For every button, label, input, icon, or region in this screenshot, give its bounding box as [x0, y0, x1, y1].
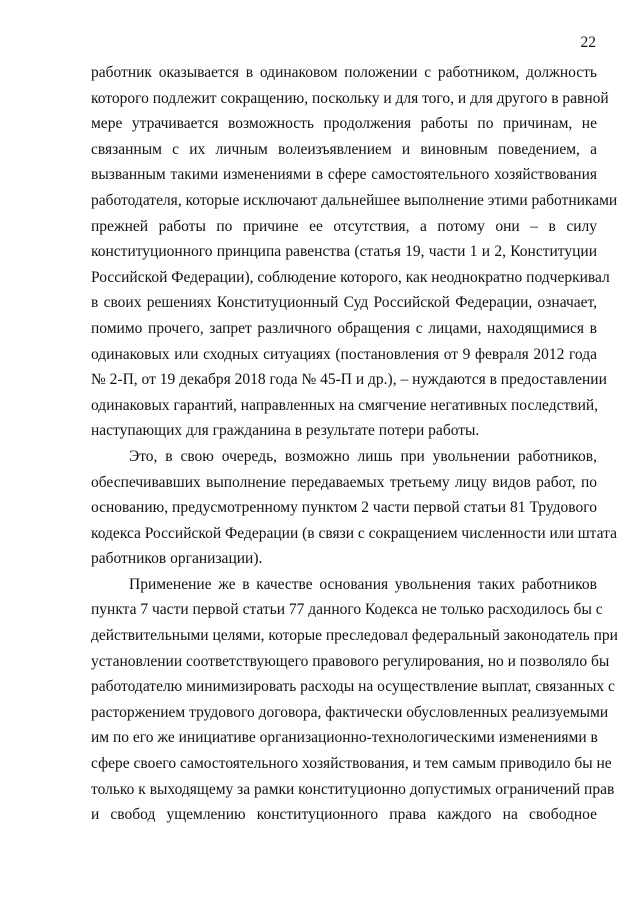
text-line: и свобод ущемлению конституционного права каждого на свободное — [91, 806, 597, 824]
text-line: Применение же в качестве основания увольнения таких работников — [129, 575, 597, 593]
text-line: работодателя, которые исключают дальнейшее выполнение этими работниками — [91, 191, 618, 209]
text-line: наступающих для гражданина в результате потери работы. — [91, 422, 480, 440]
text-line: работников организации). — [91, 550, 263, 568]
text-line: связанным с их личным волеизъявлением и виновным поведением, а — [91, 140, 597, 158]
text-line: вызванным такими изменениями в сфере самостоятельного хозяйствования — [91, 166, 597, 184]
text-line: одинаковых или сходных ситуациях (постановления от 9 февраля 2012 года — [91, 345, 597, 363]
text-line: Это, в свою очередь, возможно лишь при увольнении работников, — [129, 447, 597, 465]
text-line: Российской Федерации), соблюдение которого, как неоднократно подчеркивал — [91, 268, 610, 286]
text-line: сфере своего самостоятельного хозяйствования, и тем самым приводило бы не — [91, 755, 612, 773]
text-line: только к выходящему за рамки конституционно допустимых ограничений прав — [91, 780, 615, 798]
text-line: мере утрачивается возможность продолжения работы по причинам, не — [91, 115, 597, 133]
text-line: работник оказывается в одинаковом положении с работником, должность — [91, 64, 597, 81]
page-number: 22 — [580, 34, 596, 51]
text-line: помимо прочего, запрет различного обращения с лицами, находящимися в — [91, 319, 597, 337]
paragraph-1 — [91, 60, 618, 444]
text-line: конституционного принципа равенства (статья 19, части 1 и 2, Конституции — [91, 243, 597, 261]
text-line: № 2-П, от 19 декабря 2018 года № 45-П и др.), – нуждаются в предоставлении — [91, 371, 607, 389]
text-line: основанию, предусмотренному пунктом 2 части первой статьи 81 Трудового — [91, 499, 597, 517]
text-line: работодателю минимизировать расходы на осуществление выплат, связанных с — [91, 678, 615, 696]
text-line: кодекса Российской Федерации (в связи с сокращением численности или штата — [91, 524, 617, 542]
text-line: которого подлежит сокращению, поскольку и для того, и для другого в равной — [91, 89, 609, 107]
text-line: в своих решениях Конституционный Суд Российской Федерации, означает, — [91, 294, 597, 312]
text-line: действительными целями, которые преследовал федеральный законодатель при — [91, 627, 618, 645]
text-line: одинаковых гарантий, направленных на смягчение негативных последствий, — [91, 396, 599, 414]
text-line: обеспечивавших выполнение передаваемых третьему лицу видов работ, по — [91, 473, 597, 491]
text-line: прежней работы по причине ее отсутствия, а потому они – в силу — [91, 217, 597, 235]
text-line: установлении соответствующего правового регулирования, но и позволяло бы — [91, 652, 610, 670]
text-line: расторжением трудового договора, фактически обусловленных реализуемыми — [91, 703, 609, 721]
document-body — [91, 60, 618, 828]
paragraph-3 — [91, 572, 618, 828]
text-line: им по его же инициативе организационно-технологическими изменениями в — [91, 729, 598, 747]
text-line: пункта 7 части первой статьи 77 данного Кодекса не только расходилось бы с — [91, 601, 603, 619]
paragraph-2 — [91, 444, 617, 572]
